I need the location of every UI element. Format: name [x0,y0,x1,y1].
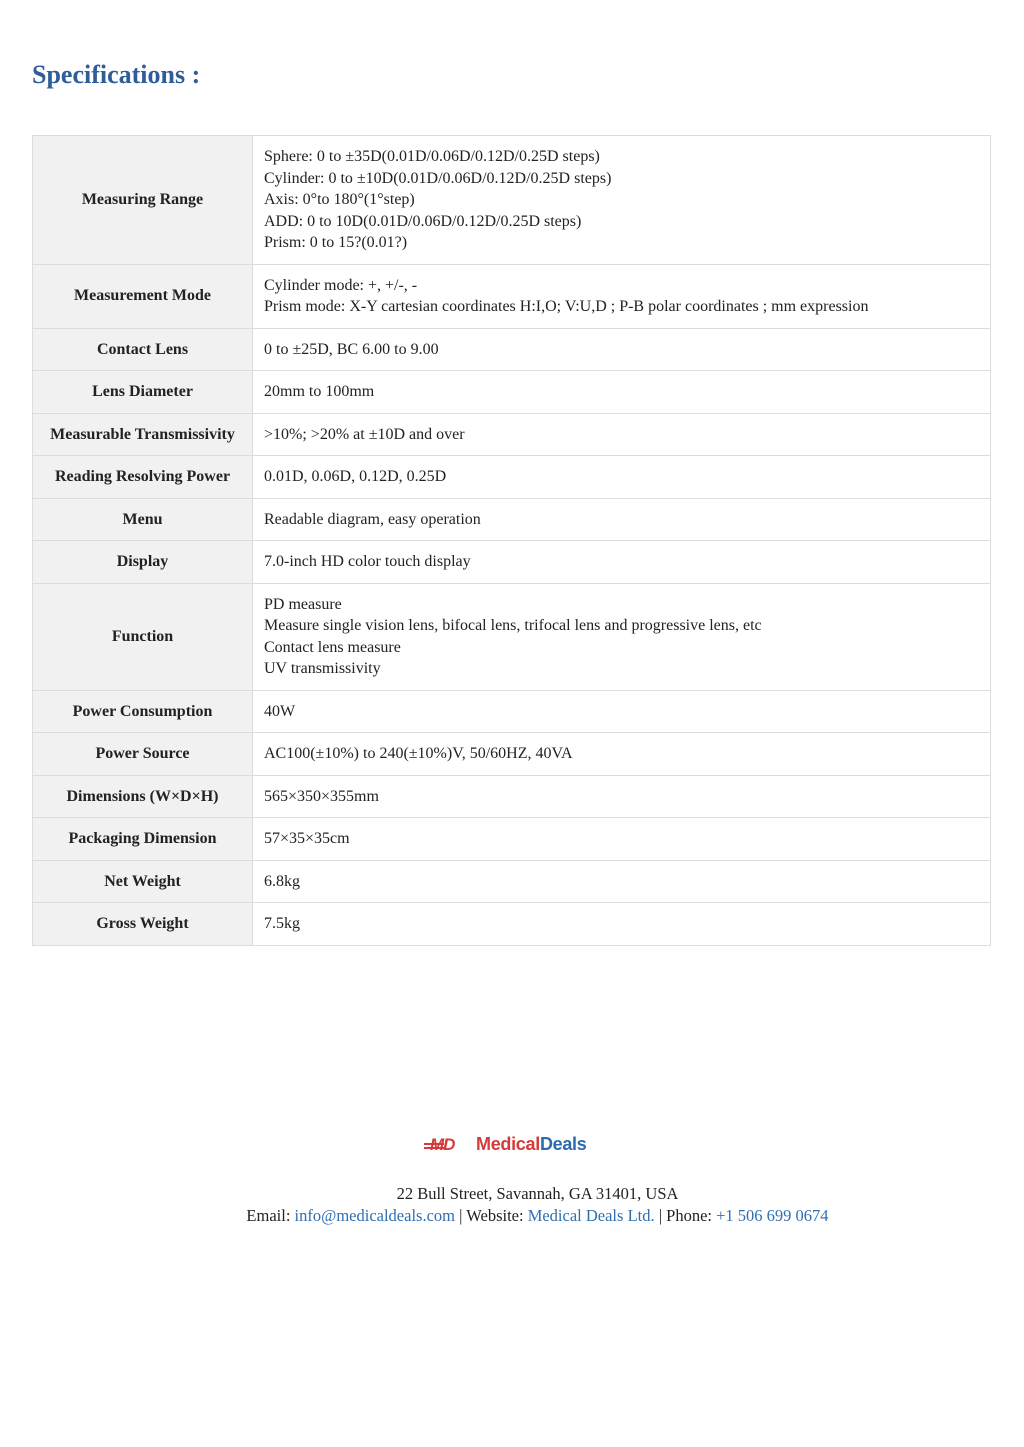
spec-label: Measurable Transmissivity [33,413,253,456]
spec-value [253,583,991,690]
logo-wordmark [476,1134,586,1155]
spec-value-line: UV transmissivity [264,660,381,677]
spec-value [253,264,991,328]
spec-value-line: 7.0-inch HD color touch display [264,553,471,570]
spec-value-line: Measure single vision lens, bifocal lens, trifocal lens and progressive lens, etc [264,617,762,634]
spec-label: Net Weight [33,860,253,903]
spec-row [33,733,991,776]
page-title: Specifications : [32,60,201,89]
email-link[interactable]: info@medicaldeals.com [294,1206,455,1225]
phone-label: | Phone: [658,1206,712,1225]
footer [0,1183,1024,1227]
spec-value-line: 40W [264,702,296,720]
medicaldeals-logo [430,1134,620,1156]
spec-value [253,818,991,861]
spec-row [33,903,991,946]
spec-value-line: 6.8kg [264,872,300,890]
spec-label: Display [33,541,253,584]
spec-value-line: 20mm to 100mm [264,383,375,400]
spec-label: Gross Weight [33,903,253,946]
specifications-table-body [33,136,991,946]
footer-contact-line [0,1205,1024,1227]
spec-row [33,818,991,861]
spec-value [253,860,991,903]
spec-value-line: Cylinder mode: +, +/-, - [264,276,418,294]
website-link[interactable]: Medical Deals Ltd. [527,1206,655,1225]
spec-value-line: PD measure [264,595,342,613]
spec-label: Contact Lens [33,328,253,371]
spec-row [33,541,991,584]
spec-value-line: >10%; >20% at ±10D and over [264,425,465,443]
spec-row [33,498,991,541]
spec-value-line: Cylinder: 0 to ±10D(0.01D/0.06D/0.12D/0.25D steps) [264,169,612,187]
spec-value [253,541,991,584]
spec-label: Menu [33,498,253,541]
spec-label: Reading Resolving Power [33,456,253,499]
website-label: | Website: [459,1206,524,1225]
footer-address: 22 Bull Street, Savannah, GA 31401, USA [396,1184,679,1203]
spec-row [33,371,991,414]
spec-label: Dimensions (W×D×H) [33,775,253,818]
specifications-table [32,135,991,946]
phone-link[interactable]: +1 506 699 0674 [716,1206,829,1225]
email-label: Email: [246,1206,291,1225]
spec-row [33,775,991,818]
spec-value-line: 0.01D, 0.06D, 0.12D, 0.25D [264,468,447,485]
spec-value-line: Prism mode: X-Y cartesian coordinates H:I,O; V:U,D ; P-B polar coordinates ; mm expression [264,298,869,315]
spec-value [253,733,991,776]
spec-label: Function [33,583,253,690]
logo-word-deals: Deals [539,1134,587,1154]
spec-label: Lens Diameter [33,371,253,414]
spec-value-line: Axis: 0°to 180°(1°step) [264,191,415,208]
spec-value [253,690,991,733]
spec-value [253,456,991,499]
spec-label: Power Source [33,733,253,776]
spec-label: Measurement Mode [33,264,253,328]
spec-value [253,328,991,371]
spec-row [33,413,991,456]
spec-value-line: ADD: 0 to 10D(0.01D/0.06D/0.12D/0.25D steps) [264,212,582,230]
spec-value [253,136,991,265]
spec-label: Power Consumption [33,690,253,733]
spec-label: Measuring Range [33,136,253,265]
spec-value-line: AC100(±10%) to 240(±10%)V, 50/60HZ, 40VA [264,745,573,762]
spec-row [33,264,991,328]
spec-value-line: 57×35×35cm [264,830,350,847]
spec-value [253,903,991,946]
spec-value [253,371,991,414]
spec-value-line: Sphere: 0 to ±35D(0.01D/0.06D/0.12D/0.25D steps) [264,148,600,165]
spec-row [33,583,991,690]
spec-row [33,136,991,265]
spec-value-line: 565×350×355mm [264,787,379,805]
spec-value-line: 7.5kg [264,915,300,932]
spec-row [33,456,991,499]
spec-value-line: Readable diagram, easy operation [264,510,481,528]
spec-row [33,328,991,371]
spec-row [33,860,991,903]
spec-value [253,498,991,541]
spec-value-line: 0 to ±25D, BC 6.00 to 9.00 [264,340,439,358]
spec-value [253,413,991,456]
spec-value [253,775,991,818]
spec-label: Packaging Dimension [33,818,253,861]
spec-row [33,690,991,733]
spec-value-line: Prism: 0 to 15?(0.01?) [264,234,408,251]
logo-mark: MD [430,1135,454,1155]
spec-value-line: Contact lens measure [264,638,401,656]
logo-word-medical: Medical [476,1134,540,1154]
